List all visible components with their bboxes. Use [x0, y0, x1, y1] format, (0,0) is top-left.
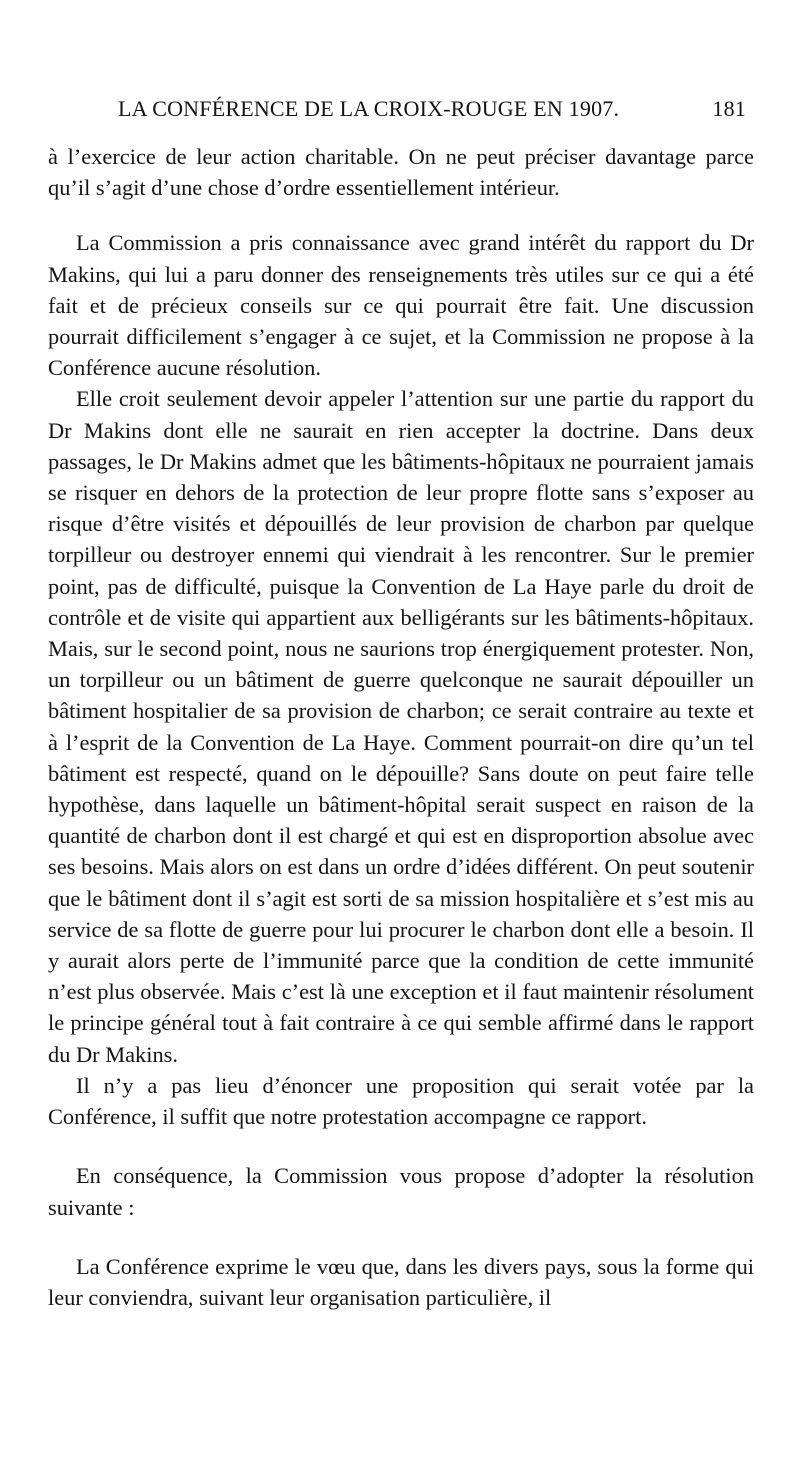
running-title: LA CONFÉRENCE DE LA CROIX-ROUGE EN 1907.: [118, 96, 620, 121]
paragraph-resolution: La Conférence exprime le vœu que, dans les divers pays, sous la forme qui leur conviendra, suivant leur organisation particulière, il: [48, 1253, 754, 1310]
paragraph-protest: Elle croit seulement devoir appeler l’attention sur une partie du rapport du Dr Makins dont elle ne saurait en rien accepter la doctrine. Dans deux passages, le Dr Makins admet que les bâtiments-hôpitaux ne pourraient jamais se risquer en dehors de la protection de leur propre flotte sans s’exposer au risque d’être visités et dépouillés de leur provision de charbon par quelque torpilleur ou destroyer ennemi qui viendrait à les rencontrer. Sur le premier point, pas de difficulté, puisque la Convention de La Haye parle du droit de contrôle et de visite qui appartient aux belligérants sur les bâtiments-hôpitaux. Mais, sur le second point, nous ne saurions trop énergiquement protester. Non, un torpilleur ou un bâtiment de guerre quelconque ne saurait dépouiller un bâtiment hospitalier de sa provision de charbon; ce serait contraire au texte et à l’esprit de la Convention de La Haye. Comment pourrait-on dire qu’un tel bâtiment est respecté, quand on le dépouille? Sans doute on peut faire telle hypothèse, dans laquelle un bâtiment-hôpital serait suspect en raison de la quantité de charbon dont il est chargé et qui est en disproportion absolue avec ses besoins. Mais alors on est dans un ordre d’idées différent. On peut soutenir que le bâtiment dont il s’agit est sorti de sa mission hospitalière et s’est mis au service de sa flotte de guerre pour lui procurer le charbon dont elle a besoin. Il y aurait alors perte de l’immunité parce que la condition de cette immunité n’est plus observée. Mais c’est là une exception et il faut maintenir résolument le principe général tout à fait contraire à ce qui semble affirmé dans le rapport du Dr Makins.: [48, 386, 754, 1067]
paragraph-continuation: à l’exercice de leur action charitable. On ne peut préciser davantage parce qu’il s’agit d’une chose d’ordre essentiellement intérieur.: [48, 144, 754, 201]
page-body: [48, 141, 754, 1313]
page-number: 181: [712, 96, 746, 121]
paragraph-consequence: En conséquence, la Commission vous propose d’adopter la résolution suivante :: [48, 1163, 754, 1220]
paragraph-commission-report: La Commission a pris connaissance avec grand intérêt du rapport du Dr Makins, qui lui a paru donner des renseignements très utiles sur ce qui a été fait et de précieux conseils sur ce qui pourrait être fait. Une discussion pourrait difficilement s’engager à ce sujet, et la Commission ne propose à la Conférence aucune résolution.: [48, 230, 754, 381]
paragraph-no-proposition: Il n’y a pas lieu d’énoncer une proposition qui serait votée par la Conférence, il suffit que notre protestation accompagne ce rapport.: [48, 1072, 754, 1130]
